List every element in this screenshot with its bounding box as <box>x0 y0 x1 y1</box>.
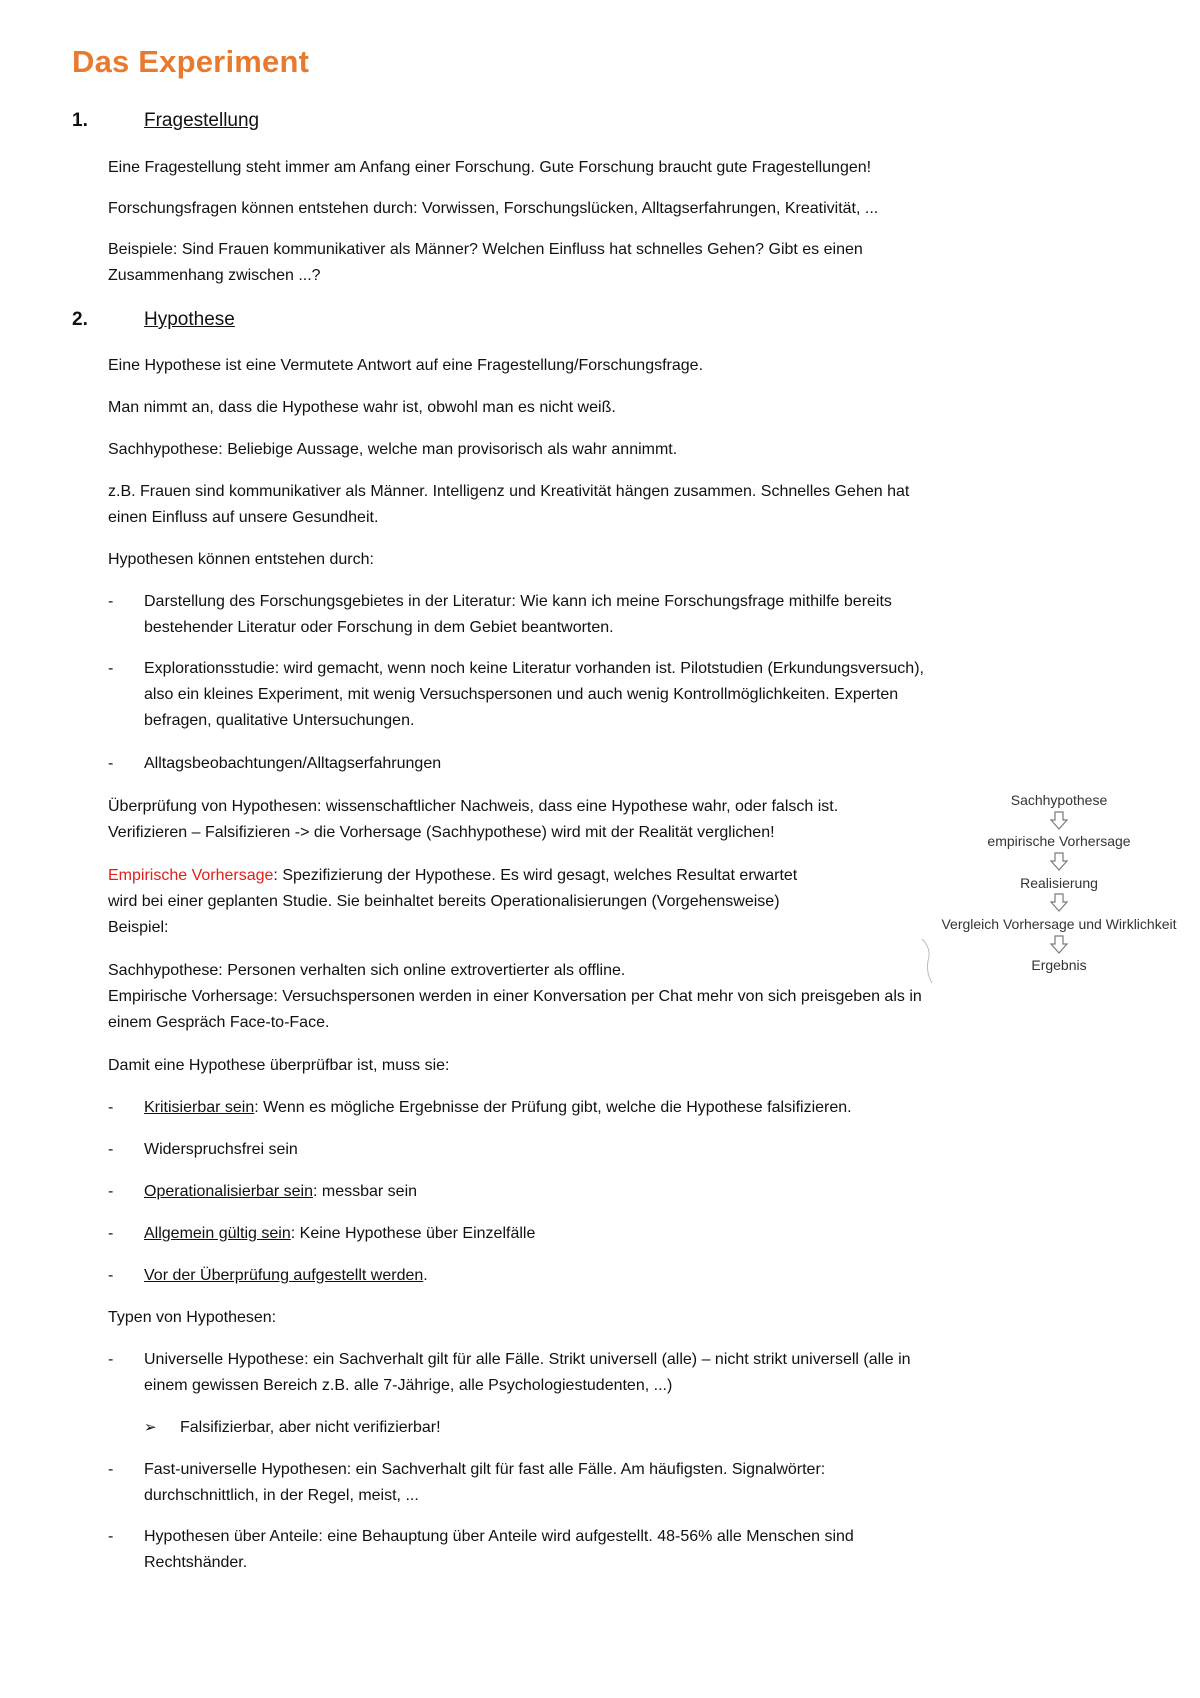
section-title: Hypothese <box>144 309 235 330</box>
page-title: Das Experiment <box>72 44 310 79</box>
list-item-text <box>144 1524 1068 1576</box>
text-line: Überprüfung von Hypothesen: wissenschaftlicher Nachweis, dass eine Hypothese wahr, oder falsch ist. <box>108 798 839 815</box>
text-fragment: : Wenn es mögliche Ergebnisse der Prüfung gibt, welche die Hypothese falsifizieren. <box>254 1099 852 1116</box>
list-item-text: Alltagsbeobachtungen/Alltagserfahrungen <box>144 755 442 772</box>
bullet-dash: - <box>108 1351 114 1368</box>
text-line: bestehender Literatur oder Forschung in dem Gebiet beantworten. <box>144 619 614 636</box>
diagram-step: Ergebnis <box>1031 957 1087 973</box>
text-line: z.B. Frauen sind kommunikativer als Männer. Intelligenz und Kreativität hängen zusammen. Schnelles Gehen hat <box>108 483 910 500</box>
paragraph: Damit eine Hypothese überprüfbar ist, muss sie: <box>108 1057 450 1074</box>
text-line: einen Einfluss auf unsere Gesundheit. <box>108 509 379 526</box>
list-item <box>108 1221 1068 1247</box>
down-arrow-outline-icon <box>1049 935 1069 955</box>
text-line: Rechtshänder. <box>144 1554 248 1571</box>
text-line: Hypothesen über Anteile: eine Behauptung über Anteile wird aufgestellt. 48-56% alle Menschen sind <box>144 1528 854 1545</box>
bullet-dash: - <box>108 1225 114 1242</box>
text-line: also ein kleines Experiment, mit wenig Versuchspersonen und auch wenig Kontrollmöglichkeiten. Experten <box>144 686 899 703</box>
list-item-text: Falsifizierbar, aber nicht verifizierbar! <box>180 1419 441 1436</box>
text-fragment: : Keine Hypothese über Einzelfälle <box>290 1225 536 1242</box>
bullet-dash: - <box>108 660 114 677</box>
paragraph: Forschungsfragen können entstehen durch: Vorwissen, Forschungslücken, Alltagserfahrungen, Kreativität, ... <box>108 200 879 217</box>
text-line: befragen, qualitative Untersuchungen. <box>144 712 415 729</box>
list-item <box>108 1095 1068 1121</box>
list-item-text <box>144 1457 1068 1509</box>
paragraph: Sachhypothese: Beliebige Aussage, welche man provisorisch als wahr annimmt. <box>108 441 678 458</box>
paragraph <box>108 794 928 846</box>
list-item-text <box>144 656 1068 734</box>
process-flow-diagram <box>918 792 1200 992</box>
highlight-term: Empirische Vorhersage <box>108 867 274 884</box>
diagram-step: Realisierung <box>1020 875 1098 891</box>
diagram-step: Vergleich Vorhersage und Wirklichkeit <box>941 916 1177 932</box>
text-fragment: : Spezifizierung der Hypothese. Es wird gesagt, welches Resultat erwartet <box>273 867 798 884</box>
list-item-text <box>144 1221 1068 1247</box>
bullet-dash: - <box>108 755 114 772</box>
section-heading-hypothese <box>72 309 235 331</box>
paragraph: Eine Hypothese ist eine Vermutete Antwort auf eine Fragestellung/Forschungsfrage. <box>108 357 704 374</box>
paragraph: Man nimmt an, dass die Hypothese wahr ist, obwohl man es nicht weiß. <box>108 399 616 416</box>
paragraph: Eine Fragestellung steht immer am Anfang einer Forschung. Gute Forschung braucht gute Fragestellungen! <box>108 159 872 176</box>
brace-decoration <box>918 937 942 987</box>
text-line: durchschnittlich, in der Regel, meist, ... <box>144 1487 419 1504</box>
text-line: einem gewissen Bereich z.B. alle 7-Jährige, alle Psychologiestudenten, ...) <box>144 1377 673 1394</box>
list-item <box>108 1347 1068 1399</box>
text-line: einem Gespräch Face-to-Face. <box>108 1014 330 1031</box>
text-line: wird bei einer geplanten Studie. Sie beinhaltet bereits Operationalisierungen (Vorgehensweise) <box>108 893 780 910</box>
down-arrow-outline-icon <box>1049 893 1069 913</box>
diagram-step: empirische Vorhersage <box>987 833 1131 849</box>
bullet-dash: - <box>108 1461 114 1478</box>
text-line <box>108 863 928 889</box>
diagram-step: Sachhypothese <box>1010 792 1108 808</box>
bullet-dash: - <box>108 1183 114 1200</box>
down-arrow-outline-icon <box>1049 811 1069 831</box>
paragraph: Typen von Hypothesen: <box>108 1309 277 1326</box>
bullet-dash: - <box>108 1528 114 1545</box>
list-item-text <box>144 589 1068 641</box>
text-fragment: Widerspruchsfrei sein <box>144 1141 298 1158</box>
underlined-term: Allgemein gültig sein <box>144 1225 291 1242</box>
list-item <box>108 1524 1068 1576</box>
list-item <box>108 751 1068 777</box>
text-line: Universelle Hypothese: ein Sachverhalt gilt für alle Fälle. Strikt universell (alle) – nicht strikt universell (alle in <box>144 1351 911 1368</box>
list-item-text <box>144 1179 1068 1205</box>
text-line: Sachhypothese: Personen verhalten sich online extrovertierter als offline. <box>108 962 626 979</box>
list-item <box>108 656 1068 734</box>
list-item <box>108 1137 1068 1163</box>
underlined-term: Vor der Überprüfung aufgestellt werden <box>144 1267 424 1284</box>
underlined-term: Operationalisierbar sein <box>144 1183 313 1200</box>
paragraph: Hypothesen können entstehen durch: <box>108 551 374 568</box>
list-item <box>108 1263 1068 1289</box>
text-line: Verifizieren – Falsifizieren -> die Vorhersage (Sachhypothese) wird mit der Realität verglichen! <box>108 824 775 841</box>
section-heading-fragestellung <box>72 110 259 132</box>
paragraph <box>108 237 1068 289</box>
underlined-term: Kritisierbar sein <box>144 1099 255 1116</box>
text-line: Darstellung des Forschungsgebietes in der Literatur: Wie kann ich meine Forschungsfrage mithilfe bereits <box>144 593 892 610</box>
list-item-text <box>144 1263 1068 1289</box>
sub-list-item <box>144 1415 1044 1441</box>
text-fragment: : messbar sein <box>312 1183 418 1200</box>
bullet-dash: - <box>108 1099 114 1116</box>
list-item-text <box>144 1095 1068 1121</box>
list-item-text <box>144 1137 1068 1163</box>
bullet-dash: - <box>108 1267 114 1284</box>
paragraph <box>108 479 1068 531</box>
text-line: Beispiel: <box>108 919 169 936</box>
paragraph <box>108 863 928 941</box>
section-number: 2. <box>72 309 88 330</box>
section-number: 1. <box>72 110 88 131</box>
text-line: Empirische Vorhersage: Versuchspersonen werden in einer Konversation per Chat mehr von sich preisgeben als in <box>108 988 922 1005</box>
text-line: Zusammenhang zwischen ...? <box>108 267 321 284</box>
list-item <box>108 1457 1068 1509</box>
text-fragment: . <box>423 1267 428 1284</box>
text-line: Fast-universelle Hypothesen: ein Sachverhalt gilt für fast alle Fälle. Am häufigsten. Signalwörter: <box>144 1461 826 1478</box>
bullet-dash: - <box>108 593 114 610</box>
bullet-dash: - <box>108 1141 114 1158</box>
text-line: Explorationsstudie: wird gemacht, wenn noch keine Literatur vorhanden ist. Pilotstudien (Erkundungsversuch), <box>144 660 924 677</box>
list-item <box>108 1179 1068 1205</box>
list-item-text <box>144 1347 1068 1399</box>
arrow-bullet-icon: ➢ <box>144 1419 157 1436</box>
section-title: Fragestellung <box>144 110 260 131</box>
text-line: Beispiele: Sind Frauen kommunikativer als Männer? Welchen Einfluss hat schnelles Gehen? Gibt es einen <box>108 241 863 258</box>
down-arrow-outline-icon <box>1049 852 1069 872</box>
list-item <box>108 589 1068 641</box>
